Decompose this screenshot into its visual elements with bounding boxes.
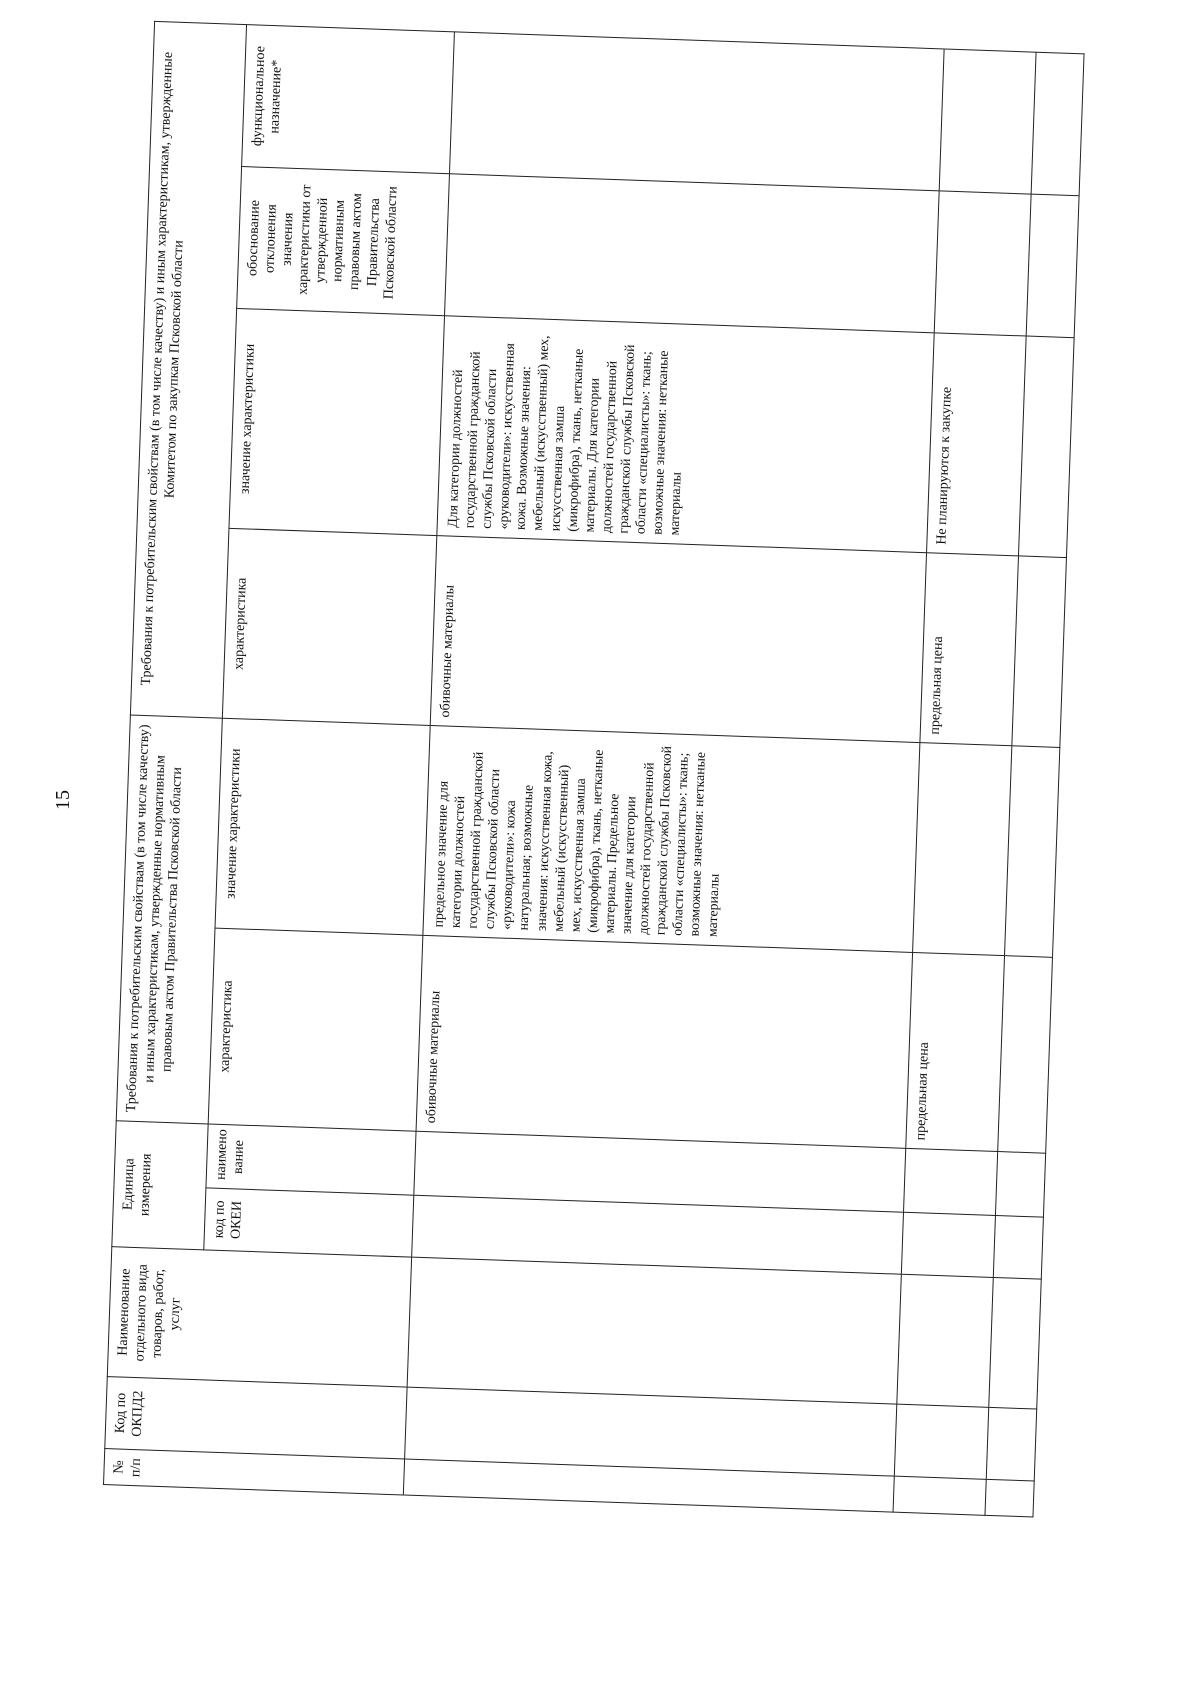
row3-name (989, 1277, 1042, 1409)
col-header-com-characteristic: характеристика (222, 528, 437, 725)
row2-unit-name (904, 1148, 998, 1215)
row2-com-reason (934, 191, 1031, 336)
row1-com-value: Для категории должностей государственной гражданской службы Псковской области «руководители»: искусственная кожа. Возможные значения: мебельный (искусственный) мех, искусственная замша (микрофибра), ткань, нетканые материалы. Для категории должностей государственной гражданской службы Псковской области «специалисты»: ткань; возможные значения: нетканые материалы (437, 316, 934, 553)
row1-com-function (449, 32, 944, 191)
row3-gov-characteristic (998, 956, 1053, 1154)
col-header-name: Наименование отдельного вида товаров, работ, услуг (107, 1247, 411, 1387)
row1-gov-characteristic: обивочные материалы (416, 935, 913, 1148)
col-header-unit-name: наимено вание (206, 1124, 416, 1195)
row1-gov-value: предельное значение для категории должностей государственной гражданской службы Псковской области «руководители»: кожа натуральная; возможные значения: искусственная кожа, мебельный (искусственный) мех, искусственная замша (микрофибра), ткань, нетканые материалы. Предельное значение для категории должностей государственной гражданской службы Псковской области «специалисты»: ткань; возможные значения: нетканые материалы (423, 725, 920, 952)
row2-gov-value (913, 743, 1012, 956)
row2-okpd2 (894, 1404, 988, 1479)
row3-number (985, 1479, 1034, 1517)
rotated-table-page (103, 22, 1084, 1518)
row2-com-characteristic: предельная цена (920, 553, 1019, 746)
col-header-com-function: функциональное назначение* (242, 25, 455, 174)
col-header-gov-requirements: Требования к потребительским свойствам (в том числе качеству) и иным характеристикам, утвержденные нормативным правовым актом Правительства Псковской области (116, 715, 222, 1124)
row1-com-reason (445, 174, 940, 333)
row3-com-value (1018, 336, 1074, 558)
col-header-committee-requirements: Требования к потребительским свойствам (в том числе качеству) и иным характеристикам, утвержденные Комитетом по закупкам Псковской области (130, 21, 246, 718)
row1-name (407, 1257, 901, 1404)
row2-number (893, 1476, 986, 1515)
requirements-table (103, 21, 1085, 1518)
row3-unit-name (995, 1152, 1045, 1218)
col-header-unit-code: код по ОКЕИ (204, 1188, 414, 1257)
col-header-com-value: значение характеристики (229, 308, 445, 535)
col-header-gov-characteristic: характеристика (208, 928, 423, 1131)
col-header-unit: Единица измерения (112, 1121, 208, 1250)
col-header-okpd2: Код по ОКПД2 (105, 1377, 407, 1459)
row2-com-value: Не планируются к закупке (927, 333, 1027, 556)
page-number: 15 (52, 790, 74, 810)
row2-name (897, 1274, 993, 1407)
row3-okpd2 (986, 1407, 1036, 1481)
row1-com-characteristic: обивочные материалы (430, 536, 926, 743)
row3-unit-code (993, 1215, 1043, 1279)
col-header-number: № п/п (104, 1449, 405, 1495)
row3-com-characteristic (1012, 556, 1067, 748)
col-header-gov-value: значение характеристики (215, 718, 430, 935)
row3-gov-value (1005, 746, 1060, 958)
row2-com-function (939, 49, 1036, 194)
row2-gov-characteristic: предельная цена (906, 952, 1005, 1151)
col-header-com-reason: обоснование отклонения значения характеристики от утвержденной нормативным правовым актом Правительства Псковской области (237, 167, 450, 316)
row2-unit-code (901, 1212, 995, 1277)
row3-com-reason (1026, 194, 1079, 338)
row3-com-function (1031, 52, 1084, 196)
